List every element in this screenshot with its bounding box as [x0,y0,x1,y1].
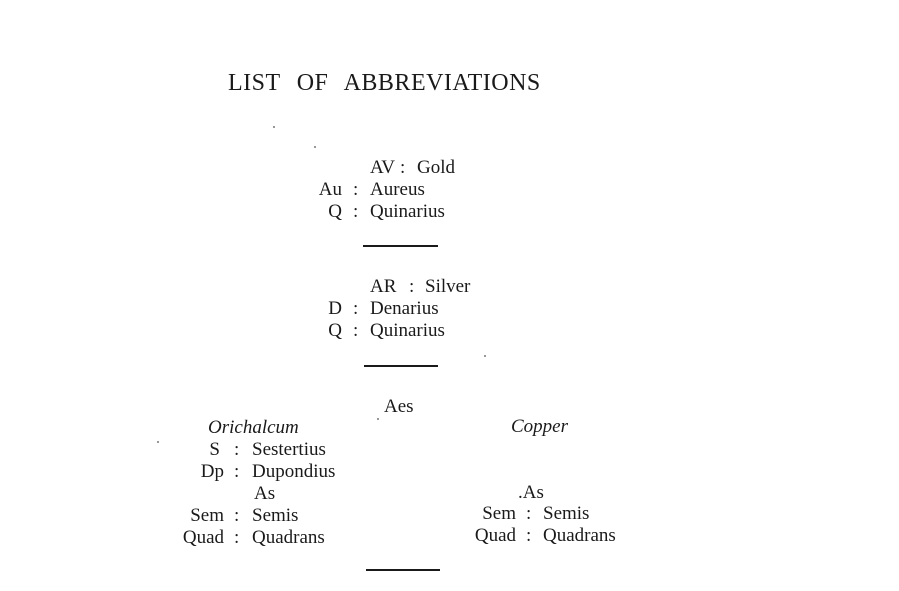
colon: : [400,157,406,178]
quinarius-abbreviation: Q [328,320,342,341]
as-label: As [254,483,276,504]
silver-abbreviation: AR [370,276,397,297]
semis-abbreviation: Sem [482,503,516,524]
quadrans-abbreviation: Quad [474,525,516,546]
section-divider [363,245,438,247]
aureus-abbreviation: Au [318,179,342,200]
sestertius-abbreviation: S [209,439,220,460]
orichalcum-heading: Orichalcum [208,417,299,438]
sestertius-label: Sestertius [252,439,326,460]
page-title: LIST OF ABBREVIATIONS [228,70,541,96]
gold-label: Gold [417,157,455,178]
denarius-abbreviation: D [328,298,342,319]
colon: : [353,320,359,341]
colon: : [234,505,240,526]
dupondius-label: Dupondius [252,461,336,482]
print-speck [273,126,275,128]
section-divider [364,365,438,367]
semis-abbreviation: Sem [190,505,224,526]
as-label: .As [518,482,544,503]
colon: : [234,439,240,460]
gold-abbreviation: AV [370,157,395,178]
quadrans-label: Quadrans [252,527,325,548]
print-speck [314,146,316,148]
colon: : [409,276,415,297]
quinarius-label: Quinarius [370,201,445,222]
print-speck [484,355,486,357]
colon: : [353,298,359,319]
colon: : [353,201,359,222]
aes-heading: Aes [384,396,414,417]
dupondius-abbreviation: Dp [200,461,224,482]
semis-label: Semis [543,503,590,524]
copper-heading: Copper [511,416,568,437]
semis-label: Semis [252,505,299,526]
denarius-label: Denarius [370,298,439,319]
print-speck [157,441,159,443]
colon: : [353,179,359,200]
silver-label: Silver [425,276,471,297]
quadrans-label: Quadrans [543,525,616,546]
section-divider [366,569,440,571]
colon: : [526,503,532,524]
print-speck [377,418,379,420]
quinarius-label: Quinarius [370,320,445,341]
colon: : [234,527,240,548]
quinarius-abbreviation: Q [328,201,342,222]
quadrans-abbreviation: Quad [182,527,224,548]
colon: : [526,525,532,546]
colon: : [234,461,240,482]
aureus-label: Aureus [370,179,425,200]
